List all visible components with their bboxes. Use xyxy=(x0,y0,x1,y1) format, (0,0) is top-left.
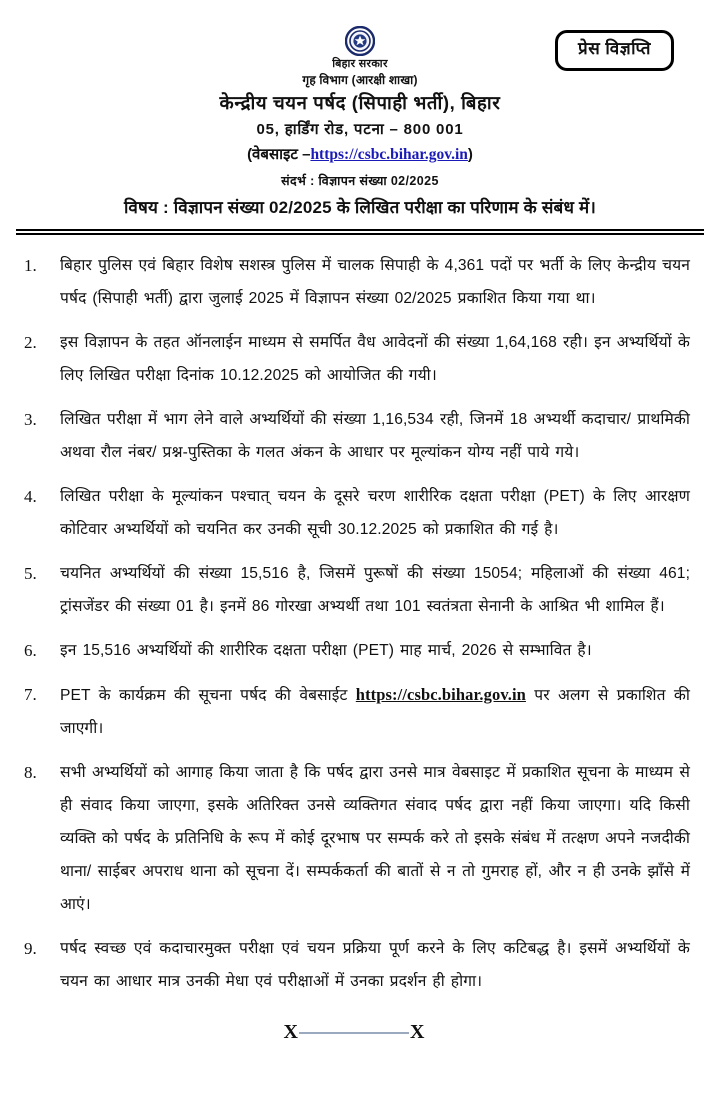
list-item-text: इन 15,516 अभ्यर्थियों की शारीरिक दक्षता परीक्षा (PET) माह मार्च, 2026 से सम्भावित है। xyxy=(60,641,592,659)
org-department-name: गृह विभाग (आरक्षी शाखा) xyxy=(302,72,418,87)
document-header xyxy=(0,0,720,220)
csbc-website-link[interactable]: https://csbc.bihar.gov.in xyxy=(355,684,526,704)
website-link[interactable]: https://csbc.bihar.gov.in xyxy=(310,146,468,164)
list-item-text: इस विज्ञापन के तहत ऑनलाईन माध्यम से समर्पित वैध आवेदनों की संख्या 1,64,168 रही। इन अभ्यर्थियों के लिए लिखित परीक्षा दिनांक 10.12.2025 को आयोजित की गयी। xyxy=(60,333,690,384)
list-item xyxy=(18,249,690,315)
list-item-number: 2. xyxy=(24,332,37,352)
list-item-number: 4. xyxy=(24,486,37,506)
list-item-number: 5. xyxy=(24,563,37,583)
list-item xyxy=(18,932,690,998)
subject-line: विषय : विज्ञापन संख्या 02/2025 के लिखित परीक्षा का परिणाम के संबंध में। xyxy=(123,197,597,217)
list-item-text: पर्षद स्वच्छ एवं कदाचारमुक्त परीक्षा एवं चयन प्रक्रिया पूर्ण करने के लिए कटिबद्ध है। इसमें अभ्यर्थियों के चयन का आधार मात्र उनकी मेधा एवं परीक्षाओं में उनका प्रदर्शन ही होगा। xyxy=(60,939,690,990)
org-board-title: केन्द्रीय चयन पर्षद (सिपाही भर्ती), बिहार xyxy=(219,91,501,113)
end-of-document-mark xyxy=(18,1018,690,1048)
end-mark-left: X xyxy=(283,1021,298,1044)
notice-body xyxy=(0,235,720,1048)
org-website-line xyxy=(0,143,720,167)
list-item-number: 9. xyxy=(24,938,37,958)
list-item-number: 6. xyxy=(24,640,37,660)
list-item xyxy=(18,756,690,921)
list-item xyxy=(18,480,690,546)
website-suffix: ) xyxy=(467,146,473,164)
reference-line: संदर्भ : विज्ञापन संख्या 02/2025 xyxy=(281,173,439,188)
list-item-text xyxy=(60,678,690,745)
press-release-badge: प्रेस विज्ञप्ति xyxy=(555,30,674,71)
website-prefix: (वेबसाइट – xyxy=(247,146,311,164)
list-item-text: लिखित परीक्षा के मूल्यांकन पश्चात् चयन के दूसरे चरण शारीरिक दक्षता परीक्षा (PET) के लिए आरक्षण कोटिवार अभ्यर्थियों को चयनित कर उनकी सूची 30.12.2025 को प्रकाशित की गई है। xyxy=(60,487,690,538)
list-item-text: लिखित परीक्षा में भाग लेने वाले अभ्यर्थियों की संख्या 1,16,534 रही, जिनमें 18 अभ्यर्थी कदाचार/ प्राथमिकी अथवा रौल नंबर/ प्रश्न-पुस्तिका के गलत अंकन के आधार पर मूल्यांकन योग्य नहीं पाये गये। xyxy=(60,410,690,461)
list-item-number: 1. xyxy=(24,255,37,275)
org-address: 05, हार्डिंग रोड, पटना – 800 001 xyxy=(256,120,464,138)
list-item xyxy=(18,326,690,392)
list-item xyxy=(18,634,690,667)
list-item-number: 3. xyxy=(24,409,37,429)
list-item-number: 7. xyxy=(24,684,37,704)
end-mark-right: X xyxy=(410,1021,425,1044)
bihar-government-emblem-icon xyxy=(345,26,375,56)
list-item xyxy=(18,557,690,623)
list-item-text-prefix: PET के कार्यक्रम की सूचना पर्षद की वेबसाईट xyxy=(60,686,356,704)
list-item-text: बिहार पुलिस एवं बिहार विशेष सशस्त्र पुलिस में चालक सिपाही के 4,361 पदों पर भर्ती के लिए केन्द्रीय चयन पर्षद (सिपाही भर्ती) द्वारा जुलाई 2025 में विज्ञापन संख्या 02/2025 प्रकाशित किया गया था। xyxy=(60,256,690,307)
list-item-number: 8. xyxy=(24,762,37,782)
list-item-text: चयनित अभ्यर्थियों की संख्या 15,516 है, जिसमें पुरूषों की संख्या 15054; महिलाओं की संख्या 461; ट्रांसजेंडर की संख्या 01 है। इनमें 86 गोरखा अभ्यर्थी तथा 101 स्वतंत्रता सेनानी के आश्रित भी शामिल हैं। xyxy=(60,564,690,615)
end-mark-rule xyxy=(299,1032,409,1034)
list-item xyxy=(18,403,690,469)
list-item-text-suffix: पर अलग से प्रकाशित की जाएगी। xyxy=(60,686,690,737)
list-item xyxy=(18,678,690,745)
org-state-name: बिहार सरकार xyxy=(332,58,388,70)
list-item-text: सभी अभ्यर्थियों को आगाह किया जाता है कि पर्षद द्वारा उनसे मात्र वेबसाइट में प्रकाशित सूचना के माध्यम से ही संवाद किया जाएगा, इसके अतिरिक्त उनसे व्यक्तिगत संवाद पर्षद द्वारा नहीं किया जाएगा। यदि किसी व्यक्ति को पर्षद के प्रतिनिधि के रूप में कोई दूरभाष पर सम्पर्क करे तो इसके संबंध में तत्क्षण अपने नजदीकी थाना/ साईबर अपराध थाना को सूचना दें। सम्पर्ककर्ता की बातों से न तो गुमराह हों, और न ही उनके झाँसे में आएं। xyxy=(60,763,690,913)
